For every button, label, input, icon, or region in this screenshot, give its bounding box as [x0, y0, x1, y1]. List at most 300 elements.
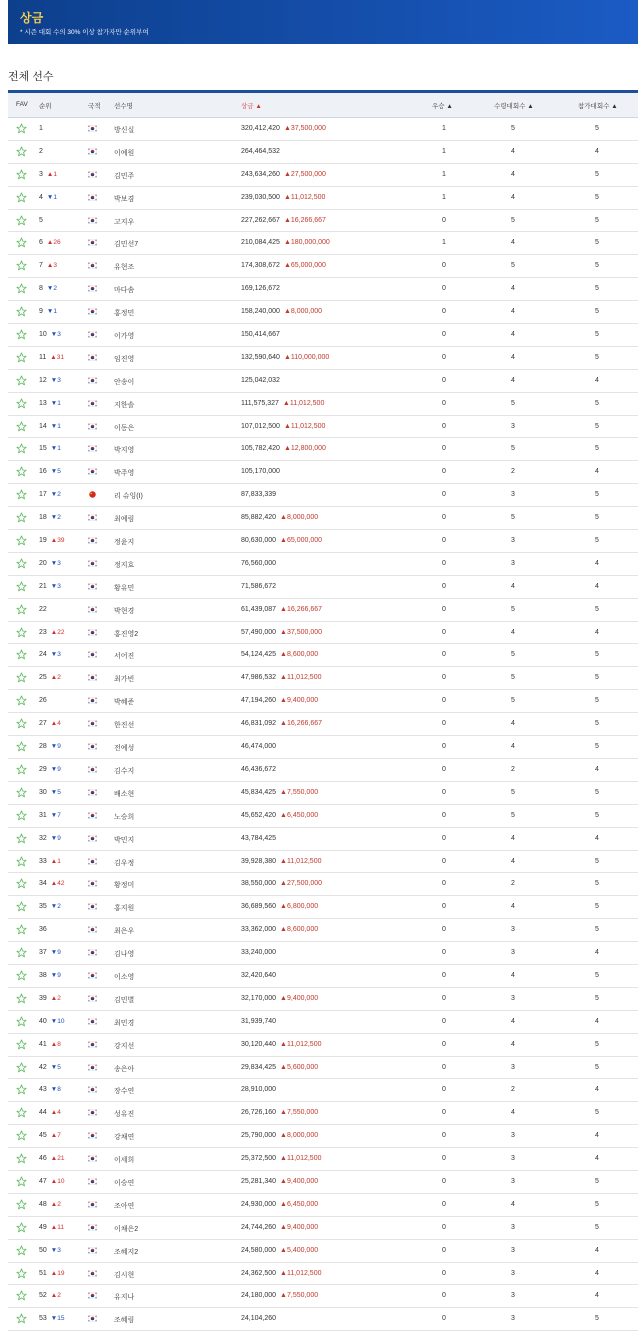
rank-number: 34 [39, 880, 47, 888]
favorite-star-icon[interactable] [16, 1313, 27, 1324]
wins-cell: 0 [442, 353, 446, 361]
player-name-link[interactable]: 이가영 [114, 333, 135, 341]
table-row[interactable] [8, 553, 638, 576]
table-row[interactable] [8, 759, 638, 782]
player-name-link[interactable]: 강지선 [114, 1042, 135, 1050]
korea-flag-icon [88, 1201, 97, 1208]
played-cell: 5 [595, 697, 599, 705]
played-cell: 4 [595, 468, 599, 476]
player-name-link[interactable]: 박보겸 [114, 195, 135, 203]
favorite-star-icon[interactable] [16, 1016, 27, 1027]
prize-amount: 107,012,500 [241, 422, 280, 430]
table-row[interactable] [8, 507, 638, 530]
rank-number: 51 [39, 1269, 47, 1277]
rank-cell [39, 858, 61, 865]
table-row[interactable] [8, 301, 638, 324]
rank-cell [39, 972, 61, 979]
table-row[interactable] [8, 1102, 638, 1125]
player-name-link[interactable]: 성유진 [114, 1111, 135, 1119]
korea-flag-icon [88, 972, 97, 979]
wins-cell: 0 [442, 1109, 446, 1117]
rank-cell [39, 1086, 61, 1093]
rank-cell [39, 1270, 64, 1277]
player-name-link[interactable]: 방신실 [114, 127, 135, 134]
played-cell: 5 [595, 170, 599, 178]
favorite-star-icon[interactable] [16, 1084, 27, 1095]
favorite-star-icon[interactable] [16, 443, 27, 454]
table-row[interactable] [8, 851, 638, 874]
favorite-star-icon[interactable] [16, 489, 27, 500]
favorite-star-icon[interactable] [16, 283, 27, 294]
rank-change: ▲2 [50, 1200, 61, 1208]
table-row[interactable] [8, 1034, 638, 1057]
played-cell: 4 [595, 1292, 599, 1300]
prize-cell [241, 1064, 318, 1071]
table-row[interactable] [8, 782, 638, 805]
table-row[interactable] [8, 232, 638, 255]
wins-cell: 0 [442, 308, 446, 316]
korea-flag-icon [88, 285, 97, 292]
prize-increase: ▲6,800,000 [280, 903, 319, 911]
table-row[interactable] [8, 1011, 638, 1034]
favorite-star-icon[interactable] [16, 1107, 27, 1118]
favorite-star-icon[interactable] [16, 1245, 27, 1256]
prize-cell [241, 400, 324, 407]
table-row[interactable] [8, 622, 638, 645]
favorite-star-icon[interactable] [16, 237, 27, 248]
player-name-link[interactable]: 이채은2 [114, 1225, 139, 1233]
player-name-link[interactable]: 홍지원 [114, 905, 135, 913]
wins-cell: 0 [442, 811, 446, 819]
korea-flag-icon [88, 171, 97, 178]
table-row[interactable] [8, 1308, 638, 1331]
rank-cell [39, 949, 61, 956]
player-name-link[interactable]: 유현조 [114, 264, 135, 272]
player-name-link[interactable]: 최예림 [114, 516, 135, 524]
played-cell: 5 [595, 537, 599, 545]
player-name-link[interactable]: 박지영 [114, 447, 135, 455]
table-row[interactable] [8, 210, 638, 233]
favorite-star-icon[interactable] [16, 970, 27, 981]
rank-cell [39, 423, 61, 430]
favorite-star-icon[interactable] [16, 833, 27, 844]
prize-cell [241, 468, 280, 475]
player-name-link[interactable]: 한진선 [114, 722, 135, 730]
received-cell: 4 [511, 971, 515, 979]
favorite-star-icon[interactable] [16, 1222, 27, 1233]
prize-amount: 71,586,672 [241, 582, 277, 590]
played-cell: 5 [595, 285, 599, 293]
prize-increase: ▲8,000,000 [280, 514, 319, 522]
table-row[interactable] [8, 1079, 638, 1102]
favorite-star-icon[interactable] [16, 604, 27, 615]
table-row[interactable] [8, 278, 638, 301]
wins-cell: 0 [442, 1177, 446, 1185]
rank-cell [39, 1247, 61, 1254]
rank-number: 28 [39, 743, 47, 751]
favorite-star-icon[interactable] [16, 512, 27, 523]
favorite-star-icon[interactable] [16, 627, 27, 638]
favorite-star-icon[interactable] [16, 169, 27, 180]
rank-cell [39, 1064, 61, 1071]
korea-flag-icon [88, 377, 97, 384]
played-cell: 5 [595, 445, 599, 453]
rank-change: ▼2 [50, 491, 61, 499]
played-cell: 5 [595, 880, 599, 888]
player-name-link[interactable]: 김우정 [114, 859, 135, 867]
korea-flag-icon [88, 1270, 97, 1277]
table-row[interactable] [8, 118, 638, 141]
player-name-link[interactable]: 이승연 [114, 1179, 135, 1187]
received-cell: 5 [511, 811, 515, 819]
favorite-star-icon[interactable] [16, 1268, 27, 1279]
favorite-star-icon[interactable] [16, 466, 27, 477]
rank-change: ▼9 [50, 949, 61, 957]
received-cell: 5 [511, 399, 515, 407]
korea-flag-icon [88, 812, 97, 819]
player-name-link[interactable]: 홍진영2 [114, 630, 139, 638]
prize-cell [241, 377, 280, 384]
received-cell: 3 [511, 949, 515, 957]
table-row[interactable] [8, 187, 638, 210]
played-cell: 4 [595, 147, 599, 155]
player-name-link[interactable]: 김민별 [114, 996, 135, 1004]
table-row[interactable] [8, 324, 638, 347]
received-cell: 4 [511, 582, 515, 590]
favorite-star-icon[interactable] [16, 856, 27, 867]
rank-change: ▲4 [50, 720, 61, 728]
prize-amount: 32,170,000 [241, 994, 277, 1002]
wins-cell: 1 [442, 170, 446, 178]
player-name-link[interactable]: 최가빈 [114, 676, 135, 684]
player-name-link[interactable]: 안송이 [114, 378, 135, 386]
wins-cell: 0 [442, 331, 446, 339]
player-name-link[interactable]: 마다솜 [114, 287, 135, 295]
played-cell: 5 [595, 331, 599, 339]
played-cell: 5 [595, 903, 599, 911]
received-cell: 3 [511, 1177, 515, 1185]
favorite-star-icon[interactable] [16, 901, 27, 912]
rank-number: 8 [39, 285, 43, 293]
table-row[interactable] [8, 1263, 638, 1286]
col-prize-sort[interactable]: 상금 ▲ [241, 103, 262, 110]
player-name-link[interactable]: 전예성 [114, 745, 135, 753]
prize-amount: 24,362,500 [241, 1269, 277, 1277]
prize-cell [241, 629, 322, 636]
table-row[interactable] [8, 1194, 638, 1217]
favorite-star-icon[interactable] [16, 215, 27, 226]
player-name-link[interactable]: 정윤지 [114, 539, 135, 547]
col-received-sort[interactable]: 수령대회수 ▲ [494, 103, 534, 110]
player-name-link[interactable]: 박민지 [114, 836, 135, 844]
player-name-link[interactable]: 장수연 [114, 1088, 135, 1096]
col-wins-sort[interactable]: 우승 ▲ [432, 103, 453, 110]
favorite-star-icon[interactable] [16, 672, 27, 683]
prize-amount: 80,630,000 [241, 537, 277, 545]
favorite-star-icon[interactable] [16, 1039, 27, 1050]
rank-number: 35 [39, 903, 47, 911]
favorite-star-icon[interactable] [16, 810, 27, 821]
prize-increase: ▲11,012,500 [280, 1155, 322, 1163]
played-cell: 5 [595, 216, 599, 224]
player-name-link[interactable]: 김나영 [114, 951, 135, 959]
prize-increase: ▲6,450,000 [280, 811, 319, 819]
favorite-star-icon[interactable] [16, 1153, 27, 1164]
prize-cell [241, 903, 318, 910]
player-name-link[interactable]: 고지우 [114, 218, 135, 226]
player-name-link[interactable]: 김시현 [114, 1271, 135, 1279]
favorite-star-icon[interactable] [16, 993, 27, 1004]
table-row[interactable] [8, 988, 638, 1011]
player-name-link[interactable]: 황유민 [114, 584, 135, 592]
prize-amount: 47,986,532 [241, 674, 277, 682]
table-row[interactable] [8, 896, 638, 919]
received-cell: 2 [511, 765, 515, 773]
korea-flag-icon [88, 949, 97, 956]
player-name-link[interactable]: 조아연 [114, 1202, 135, 1210]
player-name-link[interactable]: 최민경 [114, 1019, 135, 1027]
player-name-link[interactable]: 유지나 [114, 1294, 135, 1302]
wins-cell: 1 [442, 193, 446, 201]
favorite-star-icon[interactable] [16, 375, 27, 386]
played-cell: 5 [595, 491, 599, 499]
table-row[interactable] [8, 965, 638, 988]
favorite-star-icon[interactable] [16, 192, 27, 203]
table-row[interactable] [8, 667, 638, 690]
player-name-link[interactable]: 강채연 [114, 1134, 135, 1142]
prize-increase: ▲11,012,500 [283, 422, 326, 430]
favorite-star-icon[interactable] [16, 260, 27, 271]
rank-cell [39, 629, 64, 636]
wins-cell: 0 [442, 994, 446, 1002]
received-cell: 5 [511, 514, 515, 522]
prize-amount: 29,834,425 [241, 1063, 277, 1071]
player-name-link[interactable]: 박혜준 [114, 699, 135, 707]
prize-increase: ▲8,600,000 [280, 651, 319, 659]
favorite-star-icon[interactable] [16, 352, 27, 363]
played-cell: 5 [595, 926, 599, 934]
table-row[interactable] [8, 255, 638, 278]
received-cell: 2 [511, 1086, 515, 1094]
favorite-star-icon[interactable] [16, 398, 27, 409]
player-name-link[interactable]: 홍정민 [114, 310, 135, 318]
rank-cell [39, 1132, 61, 1139]
table-body [8, 118, 638, 1331]
favorite-star-icon[interactable] [16, 1062, 27, 1073]
table-row[interactable] [8, 713, 638, 736]
prize-amount: 24,580,000 [241, 1246, 277, 1254]
player-name-link[interactable]: 송은아 [114, 1065, 135, 1073]
wins-cell: 0 [442, 1063, 446, 1071]
rank-cell [39, 1201, 61, 1208]
prize-amount: 174,308,672 [241, 262, 280, 270]
table-row[interactable] [8, 438, 638, 461]
table-row[interactable] [8, 164, 638, 187]
favorite-star-icon[interactable] [16, 581, 27, 592]
prize-increase: ▲37,500,000 [283, 125, 326, 132]
prize-amount: 26,726,160 [241, 1109, 277, 1117]
prize-amount: 28,910,000 [241, 1086, 277, 1094]
rank-change: ▼7 [50, 811, 61, 819]
rank-change: ▲8 [50, 1040, 61, 1048]
table-row[interactable] [8, 1171, 638, 1194]
prize-cell [241, 445, 326, 452]
player-name-link[interactable]: 최은우 [114, 928, 135, 936]
player-name-link[interactable]: 박현경 [114, 607, 135, 615]
table-row[interactable] [8, 873, 638, 896]
prize-cell [241, 926, 318, 933]
player-name-link[interactable]: 김민선7 [114, 241, 139, 249]
table-row[interactable] [8, 347, 638, 370]
favorite-star-icon[interactable] [16, 558, 27, 569]
prize-amount: 105,782,420 [241, 445, 280, 453]
prize-cell [241, 194, 325, 201]
player-name-link[interactable]: 조혜지2 [114, 1248, 139, 1256]
favorite-star-icon[interactable] [16, 535, 27, 546]
table-row[interactable] [8, 1125, 638, 1148]
table-row[interactable] [8, 416, 638, 439]
table-row[interactable] [8, 484, 638, 507]
table-row[interactable] [8, 919, 638, 942]
prize-increase: ▲16,266,667 [280, 720, 323, 728]
table-row[interactable] [8, 599, 638, 622]
korea-flag-icon [88, 858, 97, 865]
played-cell: 5 [595, 399, 599, 407]
ranking-table [8, 90, 638, 1331]
favorite-star-icon[interactable] [16, 947, 27, 958]
player-name-link[interactable]: 임진영 [114, 355, 135, 363]
received-cell: 4 [511, 1109, 515, 1117]
favorite-star-icon[interactable] [16, 1130, 27, 1141]
favorite-star-icon[interactable] [16, 878, 27, 889]
favorite-star-icon[interactable] [16, 924, 27, 935]
prize-amount: 33,362,000 [241, 926, 277, 934]
table-row[interactable] [8, 942, 638, 965]
prize-cell [241, 1041, 322, 1048]
player-name-link[interactable]: 배소현 [114, 790, 135, 798]
player-name-link[interactable]: 김수지 [114, 767, 135, 775]
wins-cell: 0 [442, 926, 446, 934]
rank-number: 29 [39, 765, 47, 773]
table-row[interactable] [8, 1057, 638, 1080]
favorite-star-icon[interactable] [16, 123, 27, 134]
table-row[interactable] [8, 461, 638, 484]
rank-number: 11 [39, 353, 47, 361]
prize-cell [241, 766, 276, 773]
table-row[interactable] [8, 1285, 638, 1308]
rank-cell [39, 400, 61, 407]
player-name-link[interactable]: 박주영 [114, 470, 135, 478]
prize-cell [241, 606, 322, 613]
player-name-link[interactable]: 지한솔 [114, 401, 135, 409]
received-cell: 4 [511, 1040, 515, 1048]
received-cell: 3 [511, 1223, 515, 1231]
rank-change: ▼2 [50, 514, 61, 522]
player-name-link[interactable]: 이동은 [114, 424, 135, 432]
table-row[interactable] [8, 736, 638, 759]
table-row[interactable] [8, 576, 638, 599]
player-name-link[interactable]: 노승희 [114, 813, 135, 821]
korea-flag-icon [88, 1315, 97, 1322]
table-row[interactable] [8, 805, 638, 828]
table-row[interactable] [8, 1148, 638, 1171]
rank-number: 1 [39, 125, 43, 132]
player-name-link[interactable]: 이소영 [114, 973, 135, 981]
wins-cell: 0 [442, 1292, 446, 1300]
received-cell: 3 [511, 994, 515, 1002]
favorite-star-icon[interactable] [16, 421, 27, 432]
table-row[interactable] [8, 1217, 638, 1240]
wins-cell: 0 [442, 857, 446, 865]
korea-flag-icon [88, 995, 97, 1002]
favorite-star-icon[interactable] [16, 787, 27, 798]
table-row[interactable] [8, 370, 638, 393]
rank-change: ▲1 [46, 170, 57, 178]
rank-change: ▼3 [50, 376, 61, 384]
table-row[interactable] [8, 690, 638, 713]
favorite-star-icon[interactable] [16, 718, 27, 729]
player-name-link[interactable]: 리 슈잉(I) [114, 493, 143, 501]
rank-number: 32 [39, 834, 47, 842]
favorite-star-icon[interactable] [16, 146, 27, 157]
wins-cell: 0 [442, 903, 446, 911]
table-row[interactable] [8, 1240, 638, 1263]
prize-amount: 46,831,092 [241, 720, 277, 728]
prize-amount: 25,790,000 [241, 1132, 277, 1140]
prize-increase: ▲27,500,000 [280, 880, 323, 888]
table-row[interactable] [8, 644, 638, 667]
favorite-star-icon[interactable] [16, 649, 27, 660]
prize-amount: 54,124,425 [241, 651, 277, 659]
table-row[interactable] [8, 828, 638, 851]
player-name-link[interactable]: 이세희 [114, 1157, 135, 1165]
prize-increase: ▲11,012,500 [280, 1040, 322, 1048]
favorite-star-icon[interactable] [16, 764, 27, 775]
player-name-link[interactable]: 조혜림 [114, 1317, 135, 1325]
col-country: 국적 [88, 103, 101, 110]
rank-change: ▼5 [50, 788, 61, 796]
favorite-star-icon[interactable] [16, 1199, 27, 1210]
table-row[interactable] [8, 393, 638, 416]
prize-cell [241, 262, 326, 269]
prize-increase: ▲7,550,000 [280, 1109, 319, 1117]
rank-number: 50 [39, 1246, 47, 1254]
favorite-star-icon[interactable] [16, 741, 27, 752]
player-name-link[interactable]: 김민주 [114, 172, 135, 180]
favorite-star-icon[interactable] [16, 306, 27, 317]
favorite-star-icon[interactable] [16, 1290, 27, 1301]
table-row[interactable] [8, 141, 638, 164]
korea-flag-icon [88, 629, 97, 636]
table-row[interactable] [8, 530, 638, 553]
player-name-link[interactable]: 이예원 [114, 149, 135, 157]
rank-change: ▲10 [50, 1177, 65, 1185]
favorite-star-icon[interactable] [16, 695, 27, 706]
player-name-link[interactable]: 서어진 [114, 653, 135, 661]
rank-number: 26 [39, 697, 47, 705]
rank-cell [39, 262, 57, 269]
wins-cell: 0 [442, 674, 446, 682]
favorite-star-icon[interactable] [16, 1176, 27, 1187]
player-name-link[interactable]: 황정미 [114, 882, 135, 890]
rank-number: 33 [39, 857, 47, 865]
player-name-link[interactable]: 정지효 [114, 561, 135, 569]
rank-number: 37 [39, 949, 47, 957]
col-played-sort[interactable]: 참가대회수 ▲ [578, 103, 618, 110]
wins-cell: 0 [442, 514, 446, 522]
favorite-star-icon[interactable] [16, 329, 27, 340]
korea-flag-icon [88, 1224, 97, 1231]
